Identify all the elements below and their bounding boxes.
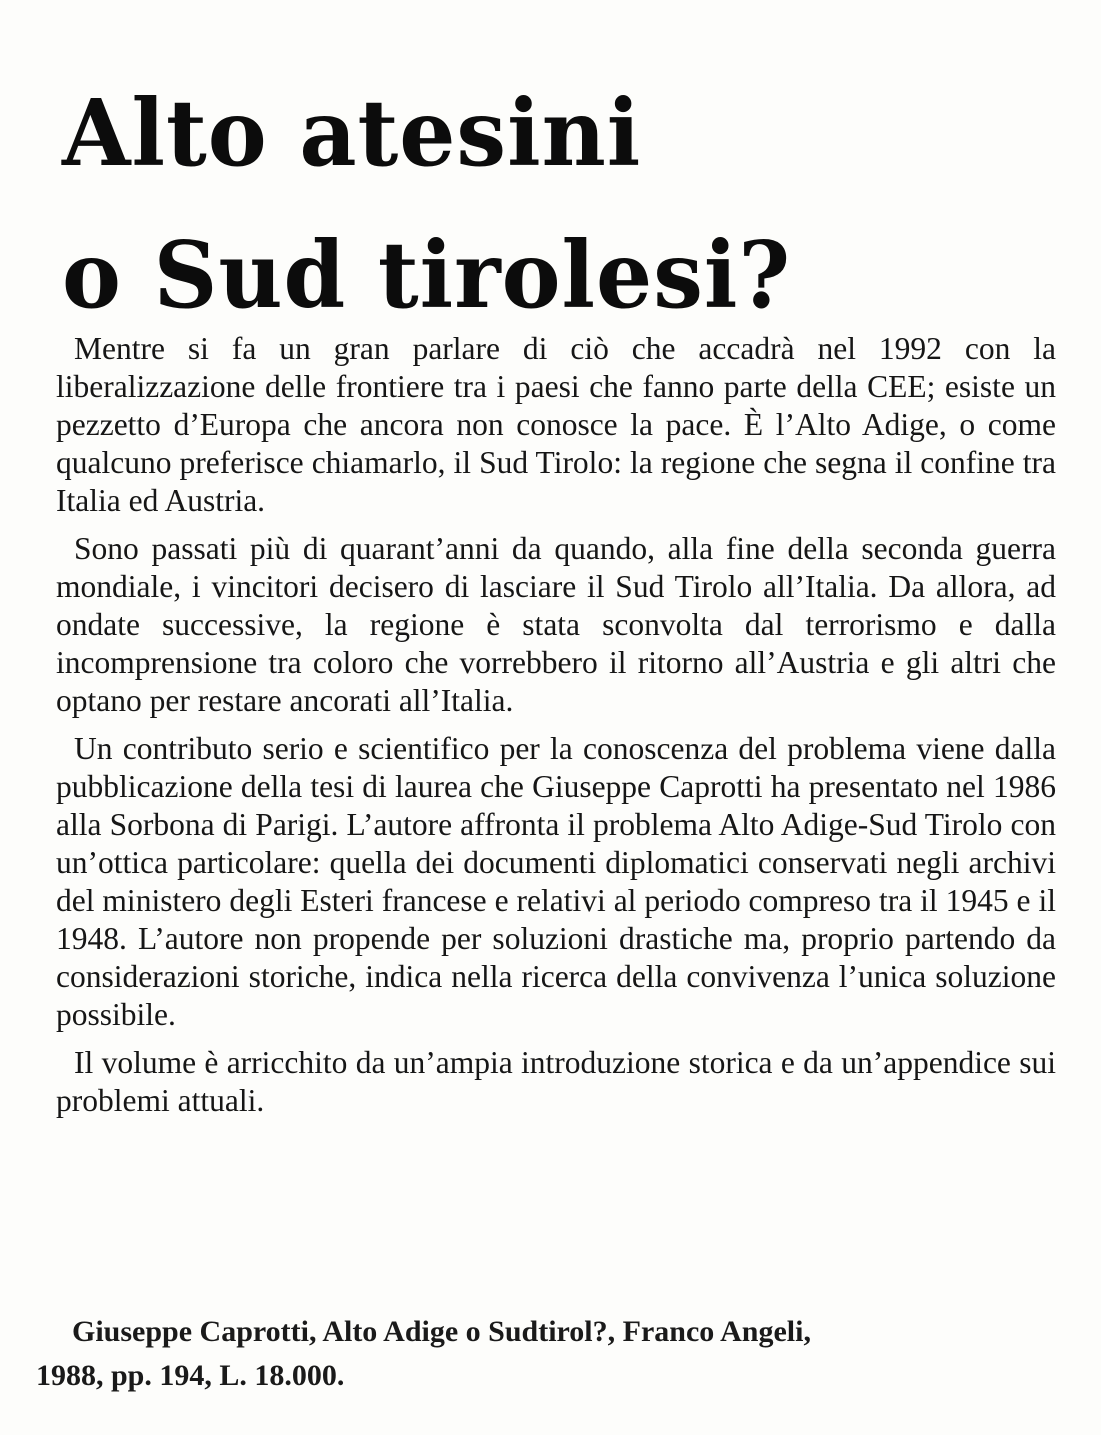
paragraph-2: Sono passati più di quarant’anni da quando, alla fine della seconda guerra mondiale, i vincitori decisero di lasciare il Sud Tirolo all’Italia. Da allora, ad ondate successive, la regione è stata sconvolta dal terrorismo e dalla incomprensione tra coloro che vorrebbero il ritorno all’Austria e gli altri che optano per restare ancorati all’Italia. <box>56 531 1056 718</box>
paragraph-4: Il volume è arricchito da un’ampia introduzione storica e da un’appendice sui problemi attuali. <box>56 1045 1056 1118</box>
headline-line-1: Alto atesini <box>62 79 642 187</box>
citation-line-1: Giuseppe Caprotti, Alto Adige o Sudtirol?, Franco Angeli, <box>72 1315 811 1348</box>
paragraph-1: Mentre si fa un gran parlare di ciò che accadrà nel 1992 con la liberalizzazione delle frontiere tra i paesi che fanno parte della CEE; esiste un pezzetto d’Europa che ancora non conosce la pace. È l’Alto Adige, o come qualcuno preferisce chiamarlo, il Sud Tirolo: la regione che segna il confine tra Italia ed Austria. <box>56 331 1056 518</box>
headline-line-2: o Sud tirolesi? <box>62 221 792 329</box>
citation-line-2: 1988, pp. 194, L. 18.000. <box>36 1359 345 1392</box>
article-body <box>56 330 1056 1130</box>
headline <box>62 62 791 346</box>
paragraph-3: Un contributo serio e scientifico per la conoscenza del problema viene dalla pubblicazione della tesi di laurea che Giuseppe Caprotti ha presentato nel 1986 alla Sorbona di Parigi. L’autore affronta il problema Alto Adige-Sud Tirolo con un’ottica particolare: quella dei documenti diplomatici conservati negli archivi del ministero degli Esteri francese e relativi al periodo compreso tra il 1945 e il 1948. L’autore non propende per soluzioni drastiche ma, proprio partendo da considerazioni storiche, indica nella ricerca della convivenza l’unica soluzione possibile. <box>56 731 1056 1032</box>
book-citation <box>36 1310 1036 1398</box>
